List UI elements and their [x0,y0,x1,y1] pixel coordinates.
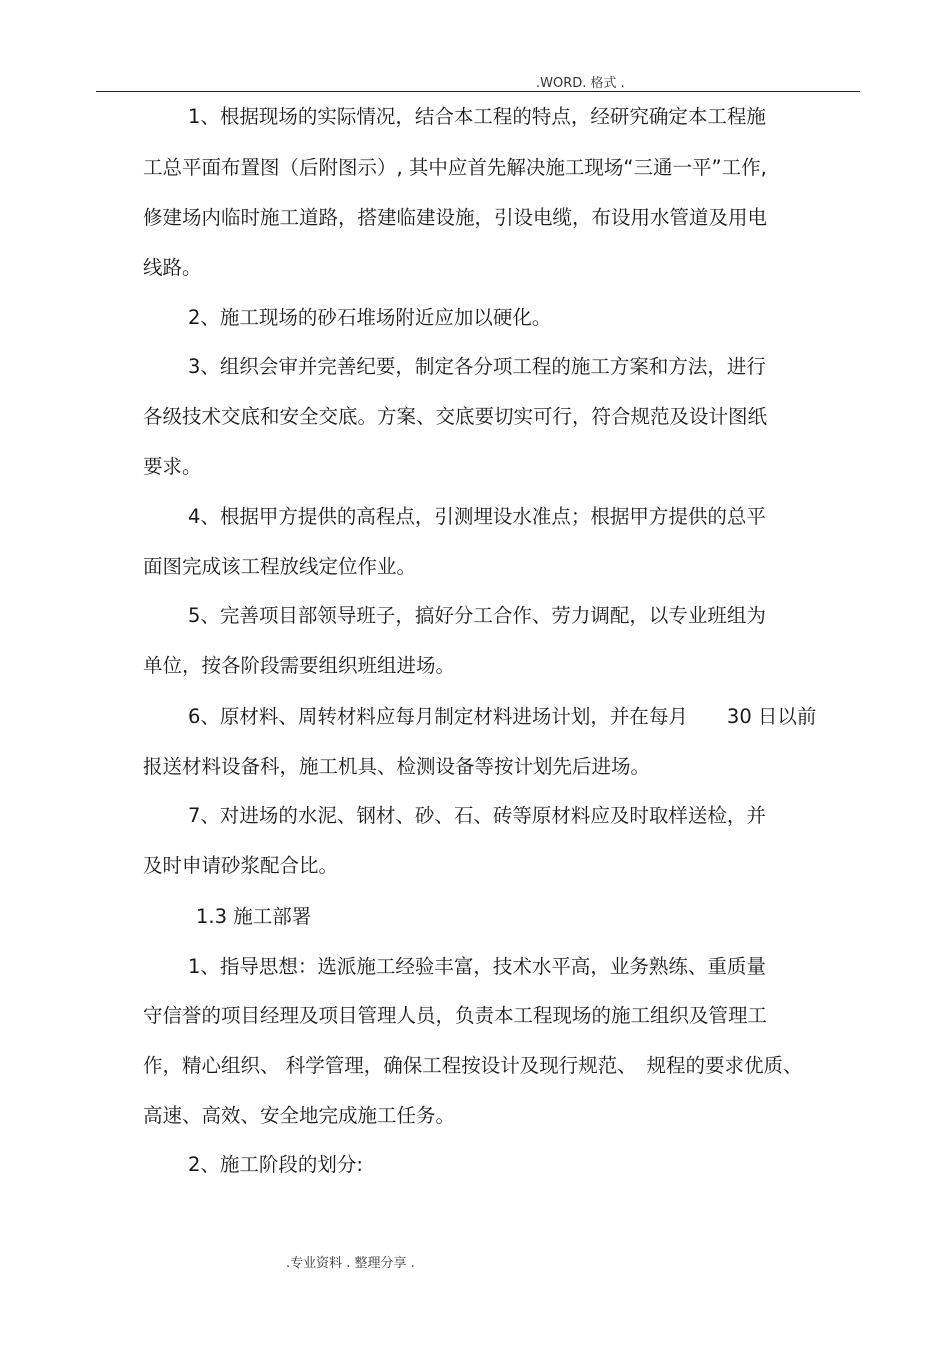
body-line: 线路。 [143,256,202,279]
body-line: 4、根据甲方提供的高程点，引测埋设水准点；根据甲方提供的总平 [188,505,766,528]
body-line: 5、完善项目部领导班子，搞好分工合作、劳力调配，以专业班组为 [188,604,766,627]
header-divider [96,91,860,92]
section-heading: 1.3 施工部署 [196,905,312,928]
body-line: 2、施工阶段的划分: [188,1153,363,1176]
body-line: 1、指导思想：选派施工经验丰富，技术水平高，业务熟练、重质量 [188,955,766,978]
body-line: 报送材料设备科，施工机具、检测设备等按计划先后进场。 [143,755,651,778]
body-line: 单位，按各阶段需要组织班组进场。 [143,654,456,677]
page-header: .WORD. 格式 . [536,76,625,91]
body-line: 工总平面布置图（后附图示）, 其中应首先解决施工现场“三通一平”工作, [143,156,767,179]
body-line: 1、根据现场的实际情况，结合本工程的特点，经研究确定本工程施 [188,105,766,128]
body-line: 7、对进场的水泥、钢材、砂、石、砖等原材料应及时取样送检，并 [188,804,766,827]
body-line: 6、原材料、周转材料应每月制定材料进场计划，并在每月 30 日以前 [188,705,817,728]
body-line: 3、组织会审并完善纪要，制定各分项工程的施工方案和方法，进行 [188,355,766,378]
body-line: 及时申请砂浆配合比。 [143,854,339,877]
page-footer: .专业资料 . 整理分享 . [286,1256,415,1271]
body-line: 高速、高效、安全地完成施工任务。 [143,1104,456,1127]
body-line: 作，精心组织、 科学管理，确保工程按设计及现行规范、 规程的要求优质、 [143,1054,803,1077]
body-line: 修建场内临时施工道路，搭建临建设施，引设电缆，布设用水管道及用电 [143,206,768,229]
body-line: 2、施工现场的砂石堆场附近应加以硬化。 [188,306,552,329]
body-line: 要求。 [143,455,202,478]
body-line: 面图完成该工程放线定位作业。 [143,555,417,578]
body-line: 守信誉的项目经理及项目管理人员，负责本工程现场的施工组织及管理工 [143,1004,768,1027]
body-line: 各级技术交底和安全交底。方案、交底要切实可行，符合规范及设计图纸 [143,405,768,428]
